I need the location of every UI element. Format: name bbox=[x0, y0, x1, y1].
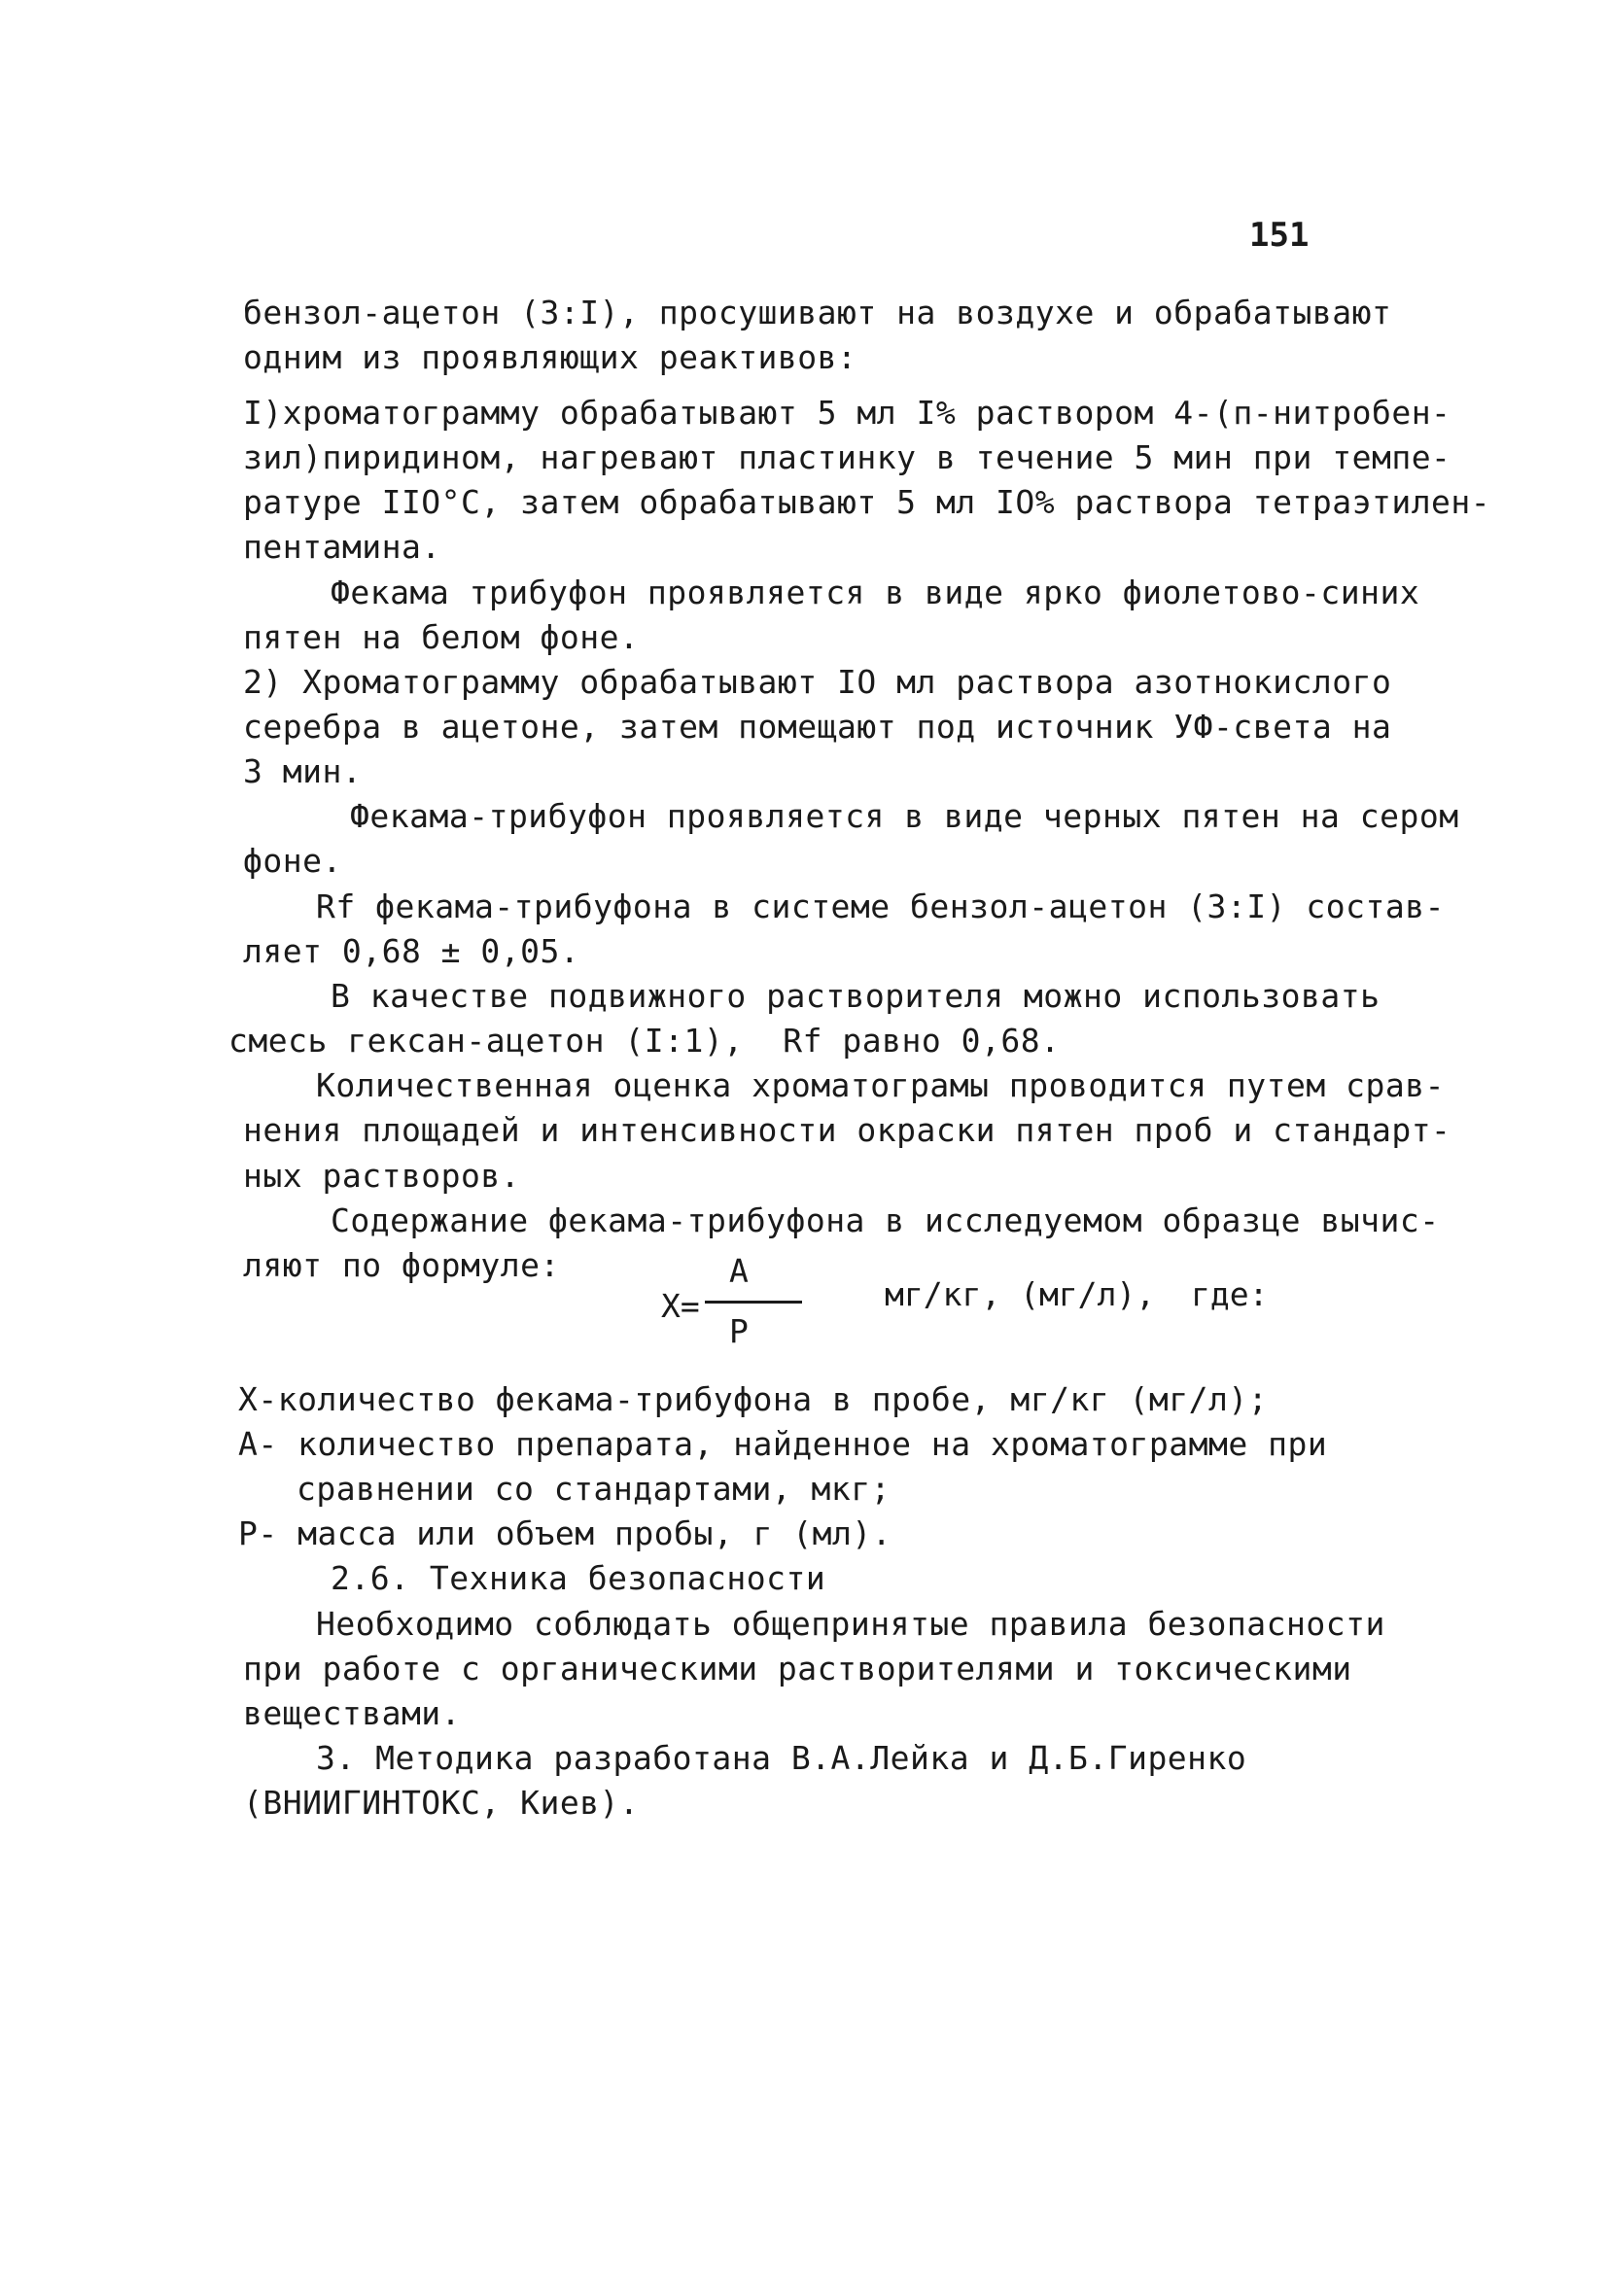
text-line: пятен на белом фоне. bbox=[243, 618, 640, 656]
text-line: одним из проявляющих реактивов: bbox=[243, 338, 857, 376]
text-line: пентамина. bbox=[243, 528, 441, 566]
text-line: Содержание фекама-трибуфона в исследуемом образце вычис- bbox=[331, 1201, 1440, 1239]
text-line: 3. Методика разработана В.А.Лейка и Д.Б.Гиренко bbox=[316, 1739, 1247, 1777]
text-line: бензол-ацетон (3:I), просушивают на воздухе и обрабатывают bbox=[243, 294, 1392, 331]
formula bbox=[661, 1252, 817, 1359]
text-line: ратуре IIO°C, затем обрабатывают 5 мл IO% раствора тетраэтилен- bbox=[243, 483, 1491, 521]
formula-units: мг/кг, (мг/л), bbox=[885, 1275, 1156, 1313]
text-line: 2) Хроматограмму обрабатывают IO мл раствора азотнокислого bbox=[243, 663, 1392, 701]
text-line: А- количество препарата, найденное на хроматограмме при bbox=[238, 1425, 1328, 1463]
page-number: 151 bbox=[1249, 216, 1310, 255]
text-line: Rf фекама-трибуфона в системе бензол-ацетон (3:I) состав- bbox=[316, 887, 1445, 925]
text-line: В качестве подвижного растворителя можно использовать bbox=[331, 977, 1381, 1015]
text-line: нения площадей и интенсивности окраски пятен проб и стандарт- bbox=[243, 1111, 1451, 1149]
text-line: Х-количество фекама-трибуфона в пробе, мг/кг (мг/л); bbox=[238, 1380, 1269, 1418]
text-line: Фекама трибуфон проявляется в виде ярко фиолетово-синих bbox=[331, 574, 1420, 611]
text-line: фоне. bbox=[243, 842, 342, 880]
text-line: ляет 0,68 ± 0,05. bbox=[243, 932, 580, 970]
text-line: серебра в ацетоне, затем помещают под источник УФ-света на bbox=[243, 708, 1392, 746]
text-line: 3 мин. bbox=[243, 752, 363, 790]
text-line: зил)пиридином, нагревают пластинку в течение 5 мин при темпе- bbox=[243, 438, 1451, 476]
formula-lhs: Х= bbox=[661, 1287, 700, 1325]
formula-where: где: bbox=[1191, 1275, 1269, 1313]
text-line: (ВНИИГИНТОКС, Киев). bbox=[243, 1784, 640, 1822]
text-line: Фекама-трибуфон проявляется в виде черных пятен на сером bbox=[350, 797, 1459, 835]
text-line: Р- масса или объем пробы, г (мл). bbox=[238, 1514, 892, 1552]
formula-fraction-bar bbox=[705, 1301, 802, 1304]
text-line: I)хроматограмму обрабатывают 5 мл I% раствором 4-(п-нитробен- bbox=[243, 394, 1451, 432]
text-line: Количественная оценка хроматограмы проводится путем срав- bbox=[316, 1066, 1445, 1104]
text-line: ляют по формуле: bbox=[243, 1246, 560, 1284]
text-line: ных растворов. bbox=[243, 1157, 521, 1195]
formula-numerator: А bbox=[729, 1252, 749, 1290]
text-line: Необходимо соблюдать общепринятые правила безопасности bbox=[316, 1605, 1385, 1643]
formula-denominator: Р bbox=[729, 1312, 749, 1350]
text-line: веществами. bbox=[243, 1694, 462, 1732]
text-line: смесь гексан-ацетон (I:1), Rf равно 0,68. bbox=[228, 1022, 1061, 1060]
text-line: сравнении со стандартами, мкг; bbox=[297, 1470, 891, 1508]
text-line: 2.6. Техника безопасности bbox=[331, 1559, 826, 1597]
text-line: при работе с органическими растворителями и токсическими bbox=[243, 1650, 1352, 1687]
